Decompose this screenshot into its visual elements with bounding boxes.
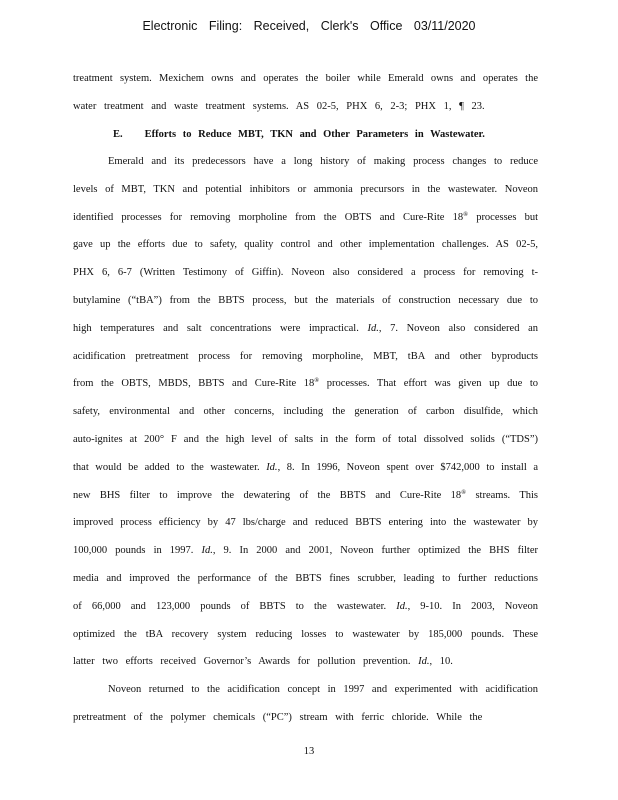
body-line: improved process efficiency by 47 lbs/charge and reduced BBTS entering into the wastewater by (73, 517, 538, 528)
section-label: E. (113, 129, 123, 140)
text-run: , 10. (429, 656, 453, 667)
body-line: PHX 6, 6-7 (Written Testimony of Giffin). Noveon also considered a process for removing t- (73, 267, 538, 278)
body-line: water treatment and waste treatment systems. AS 02-5, PHX 6, 2-3; PHX 1, ¶ 23. (73, 101, 485, 112)
citation-id: Id. (367, 323, 379, 334)
body-line: treatment system. Mexichem owns and operates the boiler while Emerald owns and operates the (73, 73, 538, 84)
body-line (73, 377, 538, 391)
text-run: processes. That effort was given up due to (326, 378, 539, 389)
registered-mark: ® (314, 377, 320, 384)
citation-id: Id. (396, 601, 408, 612)
body-line (73, 461, 538, 475)
body-line (73, 211, 538, 225)
body-line: butylamine (“tBA”) from the BBTS process, but the materials of construction necessary due to (73, 295, 538, 306)
section-heading (113, 128, 485, 142)
body-line (73, 322, 538, 336)
text-run: , 7. Noveon also considered an (378, 323, 538, 334)
text-run: that would be added to the wastewater. (73, 462, 260, 473)
body-line: optimized the tBA recovery system reducing losses to wastewater by 185,000 pounds. These (73, 629, 538, 640)
text-run: processes but (476, 212, 538, 223)
text-run: from the OBTS, MBDS, BBTS and Cure-Rite 18 (73, 378, 315, 389)
text-run: , 9-10. In 2003, Noveon (407, 601, 539, 612)
body-line: acidification pretreatment process for removing morpholine, MBT, tBA and other byproducts (73, 351, 538, 362)
page-number: 13 (303, 746, 315, 757)
text-run: streams. This (475, 490, 539, 501)
text-run: , 9. In 2000 and 2001, Noveon further optimized the BHS filter (212, 545, 538, 556)
body-line (73, 544, 538, 558)
body-line: pretreatment of the polymer chemicals (“PC”) stream with ferric chloride. While the (73, 712, 483, 723)
body-line: gave up the efforts due to safety, quality control and other implementation challenges. AS 02-5, (73, 239, 538, 250)
text-run: high temperatures and salt concentrations were impractical. (73, 323, 359, 334)
body-line (73, 600, 538, 614)
body-line: auto-ignites at 200° F and the high level of salts in the form of total dissolved solids (“TDS”) (73, 434, 538, 445)
body-line: safety, environmental and other concerns, including the generation of carbon disulfide, which (73, 406, 538, 417)
section-title: Efforts to Reduce MBT, TKN and Other Parameters in Wastewater. (144, 129, 485, 140)
text-run: 100,000 pounds in 1997. (73, 545, 194, 556)
filing-header: Electronic Filing: Received, Clerk's Office 03/11/2020 (142, 19, 476, 33)
citation-id: Id. (418, 656, 430, 667)
text-run: , 8. In 1996, Noveon spent over $742,000 to install a (277, 462, 538, 473)
citation-id: Id. (266, 462, 278, 473)
text-run: new BHS filter to improve the dewatering of the BBTS and Cure-Rite 18 (73, 490, 462, 501)
body-line (73, 489, 538, 503)
registered-mark: ® (463, 211, 469, 218)
registered-mark: ® (461, 489, 467, 496)
text-run: of 66,000 and 123,000 pounds of BBTS to the wastewater. (73, 601, 387, 612)
body-line (73, 655, 538, 669)
citation-id: Id. (201, 545, 213, 556)
paragraph-first-line: Noveon returned to the acidification concept in 1997 and experimented with acidification (108, 684, 538, 695)
paragraph-first-line: Emerald and its predecessors have a long history of making process changes to reduce (108, 156, 538, 167)
body-line: media and improved the performance of the BBTS fines scrubber, leading to further reductions (73, 573, 538, 584)
text-run: identified processes for removing morpholine from the OBTS and Cure-Rite 18 (73, 212, 464, 223)
body-line: levels of MBT, TKN and potential inhibitors or ammonia precursors in the wastewater. Noveon (73, 184, 538, 195)
text-run: latter two efforts received Governor’s Awards for pollution prevention. (73, 656, 411, 667)
